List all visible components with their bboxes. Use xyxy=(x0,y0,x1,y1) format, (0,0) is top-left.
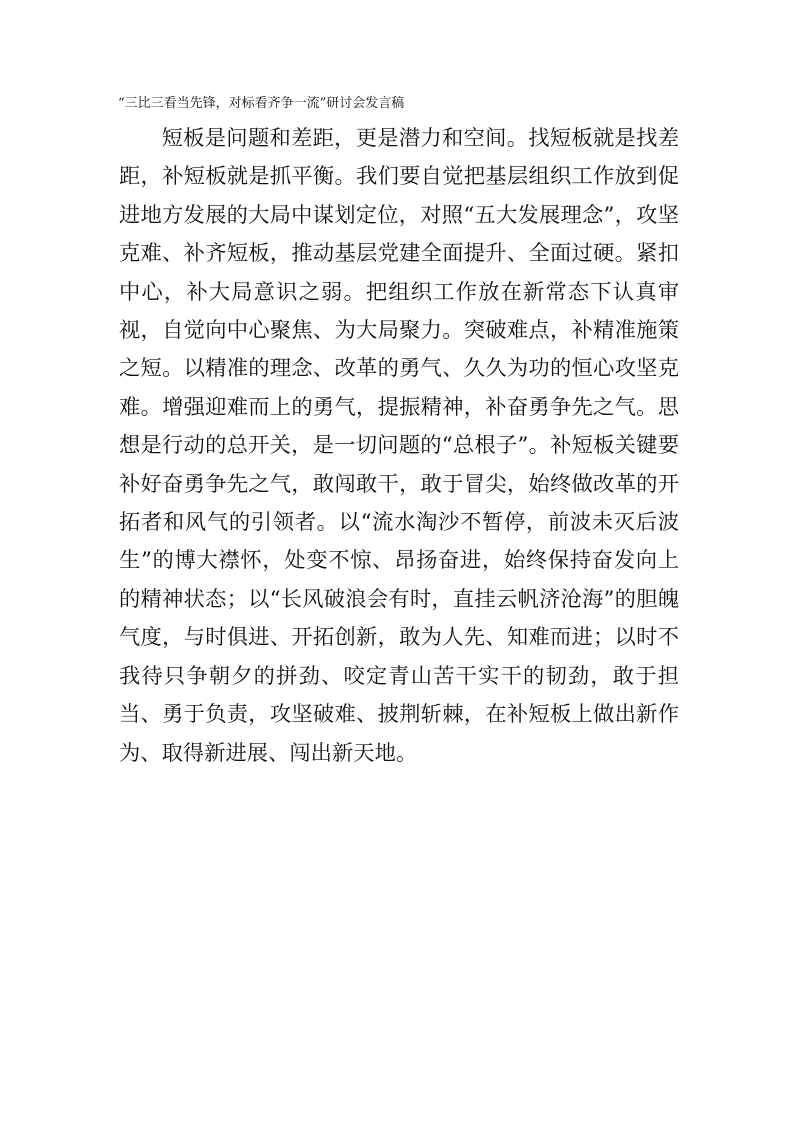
document-header: “三比三看当先锋，对标看齐争一流”研讨会发言稿 xyxy=(118,96,405,111)
body-paragraph: 短板是问题和差距，更是潜力和空间。找短板就是找差距，补短板就是抓平衡。我们要自觉把基层组织工作放到促进地方发展的大局中谋划定位，对照“五大发展理念”，攻坚克难、补齐短板，推动基层党建全面提升、全面过硬。紧扣中心，补大局意识之弱。把组织工作放在新常态下认真审视，自觉向中心聚焦、为大局聚力。突破难点，补精准施策之短。以精准的理念、改革的勇气、久久为功的恒心攻坚克难。增强迎难而上的勇气，提振精神，补奋勇争先之气。思想是行动的总开关，是一切问题的“总根子”。补短板关键要补好奋勇争先之气，敢闯敢干，敢于冒尖，始终做改革的开拓者和风气的引领者。以“流水淘沙不暂停，前波未灭后波生”的博大襟怀，处变不惊、昂扬奋进，始终保持奋发向上的精神状态；以“长风破浪会有时，直挂云帆济沧海”的胆魄气度，与时俱进、开拓创新，敢为人先、知难而进；以时不我待只争朝夕的拼劲、咬定青山苦干实干的韧劲，敢于担当、勇于负责，攻坚破难、披荆斩棘，在补短板上做出新作为、取得新进展、闯出新天地。 xyxy=(119,126,679,766)
